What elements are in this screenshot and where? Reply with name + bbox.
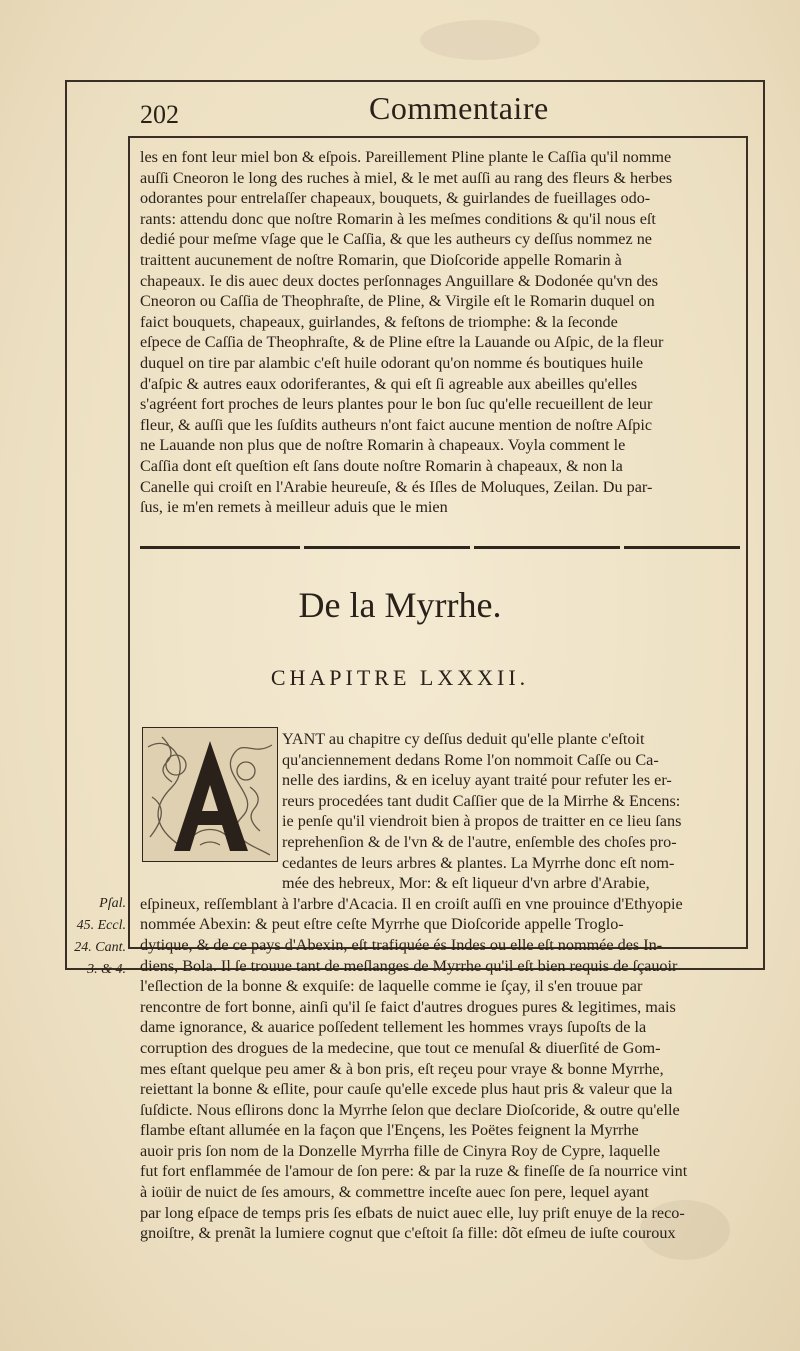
citation-line: 45. Eccl. — [76, 918, 126, 933]
paper-stain — [420, 20, 540, 60]
page-title: Commentaire — [369, 90, 549, 126]
margin-citation — [62, 893, 126, 981]
text-line: nommée Abexin: & peut eſtre ceſte Myrrhe que Dioſcoride appelle Troglo- — [140, 915, 624, 934]
continued-paragraph — [140, 147, 740, 518]
text-line: reprehenſion & de l'vn & de l'autre, enſemble des choſes pro- — [282, 832, 677, 851]
text-line: Cneoron ou Caſſia de Theophraſte, de Pline, & Virgile eſt le Romarin duquel on — [140, 292, 655, 311]
header-underline-rule — [128, 136, 748, 138]
text-line: traittent aucunement de noſtre Romarin, que Dioſcoride appelle Romarin à — [140, 250, 622, 269]
ornamental-divider — [140, 545, 740, 550]
text-line: Canelle qui croiſt en l'Arabie heureuſe, & és Iſles de Moluques, Zeilan. Du par- — [140, 477, 653, 496]
text-line: dedié pour meſme vſage que le Caſſia, & que les autheurs cy deſſus nommez ne — [140, 230, 652, 249]
text-line: rants: attendu donc que noſtre Romarin à les meſmes conditions & qu'il nous eſt — [140, 209, 656, 228]
frame-left-rule — [65, 80, 67, 970]
main-paragraph — [140, 729, 740, 1244]
text-line: fut fort enflammée de l'amour de ſon pere: & par la ruze & fineſſe de ſa nourrice vint — [140, 1162, 688, 1181]
page-number: 202 — [140, 100, 179, 129]
text-line: Caſſia dont eſt queſtion eſt ſans doute noſtre Romarin à chapeaux, & non la — [140, 456, 623, 475]
text-line: chapeaux. Ie dis auec deux doctes perſonnages Anguillare & Dodonée qu'vn des — [140, 271, 659, 290]
text-line: fleur, & auſſi que les ſuſdits autheurs n'ont faict aucune mention de noſtre Aſpic — [140, 415, 653, 434]
text-line: reiettant la bonne & eſlite, pour cauſe qu'elle excede plus haut pris & valeur que la — [140, 1080, 673, 1099]
frame-top-rule — [65, 80, 765, 82]
text-line: YANT au chapitre cy deſſus deduit qu'elle plante c'eſtoit — [282, 730, 645, 748]
text-line: faict bouquets, chapeaux, guirlandes, & feſtons de triomphe: & la ſeconde — [140, 312, 618, 331]
text-line: dame ignorance, & auarice poſſedent tellement les hommes vrays ſupoſts de la — [140, 1018, 647, 1037]
text-line: ſuſdicte. Nous eſlirons donc la Myrrhe ſelon que declare Dioſcoride, & outre qu'elle — [140, 1100, 680, 1119]
text-line: qu'anciennement dedans Rome l'on nommoit Caſſe ou Ca- — [282, 750, 659, 769]
text-line: mes eſtant quelque peu amer & à bon pris, eſt reçeu pour vraye & bonne Myrrhe, — [140, 1059, 664, 1078]
text-line: s'agréent fort proches de leurs plantes pour le bon ſuc qu'elle recueillent de leur — [140, 395, 653, 414]
text-line: mée des hebreux, Mor: & eſt liqueur d'vn arbre d'Arabie, — [282, 874, 650, 893]
text-line: dytique, & de ce pays d'Abexin, eſt trafiquée és Indes ou elle eſt nommée des In- — [140, 935, 663, 954]
citation-line: 24. Cant. — [74, 940, 126, 955]
text-line: eſpece de Caſſia de Theophraſte, & de Pline eſtre la Lauande ou Aſpic, de la fleur — [140, 333, 664, 352]
text-line: duquel on tire par alambic c'eſt huile odorant qu'on nomme és boutiques huile — [140, 353, 644, 372]
text-line: nelle des iardins, & en iceluy ayant traité pour refuter les er- — [282, 771, 672, 790]
text-line: à ioüir de nuict de ſes amours, & commettre inceſte auec ſon pere, lequel ayant — [140, 1183, 649, 1202]
chapter-heading: De la Myrrhe. — [298, 585, 502, 625]
running-head — [140, 88, 770, 128]
text-line: par long eſpace de temps pris ſes eſbats de nuict auec elle, luy priſt enuye de la reco- — [140, 1203, 685, 1222]
text-line: l'eſlection de la bonne & exquiſe: de laquelle comme ie ſçay, il s'en trouue par — [140, 977, 643, 996]
text-line: odorantes pour entrelaſſer chapeaux, bouquets, & guirlandes de fueillages odo- — [140, 189, 651, 208]
text-line: rencontre de fort bonne, ainſi qu'il ſe faict d'autres drogues pures & legitimes, mais — [140, 997, 676, 1016]
text-line: diens, Bola. Il ſe trouue tant de meſlanges de Myrrhe qu'il eſt bien requis de ſçauoir — [140, 956, 678, 975]
chapter-number: CHAPITRE LXXXII. — [270, 665, 530, 690]
text-line: auſſi Cneoron le long des ruches à miel, & le met auſſi au rang des fleurs & herbes — [140, 168, 673, 187]
text-line: eſpineux, reſſemblant à l'arbre d'Acacia. Il en croiſt auſſi en vne prouince d'Ethyopie — [140, 894, 683, 913]
text-line: ſus, ie m'en remets à meilleur aduis que le mien — [140, 498, 448, 517]
text-column-right-rule — [746, 136, 748, 948]
citation-line: 3. & 4. — [87, 962, 126, 977]
text-line: ie penſe qu'il viendroit bien à propos de traitter en ce lieu ſans — [282, 812, 682, 831]
text-column-left-rule — [128, 136, 130, 948]
text-line: gnoiſtre, & prenãt la lumiere cognut que c'eſtoit ſa fille: dõt eſmeu de iuſte couroux — [140, 1224, 676, 1243]
text-line: reurs procedées tant dudit Caſſier que de la Mirrhe & Encens: — [282, 791, 681, 810]
text-line: cedantes de leurs arbres & plantes. La Myrrhe donc eſt nom- — [282, 853, 675, 872]
text-line: flambe eſtant allumée en la façon que l'Ençens, les Poëtes feignent la Myrrhe — [140, 1121, 639, 1140]
text-line: ne Lauande non plus que de noſtre Romarin à chapeaux. Voyla comment le — [140, 436, 626, 455]
text-line: auoir pris ſon nom de la Donzelle Myrrha fille de Cinyra Roy de Cypre, laquelle — [140, 1141, 661, 1160]
text-line: les en font leur miel bon & eſpois. Pareillement Pline plante le Caſſia qu'il nomme — [140, 148, 672, 166]
text-line: d'aſpic & autres eaux odoriferantes, & qui eſt ſi agreable aux abeilles qu'elles — [140, 374, 638, 393]
text-line: corruption des drogues de la medecine, que tout ce menuſal & diuerſité de Gom- — [140, 1038, 661, 1057]
frame-right-rule — [763, 80, 765, 970]
citation-line: Pſal. — [99, 896, 126, 911]
